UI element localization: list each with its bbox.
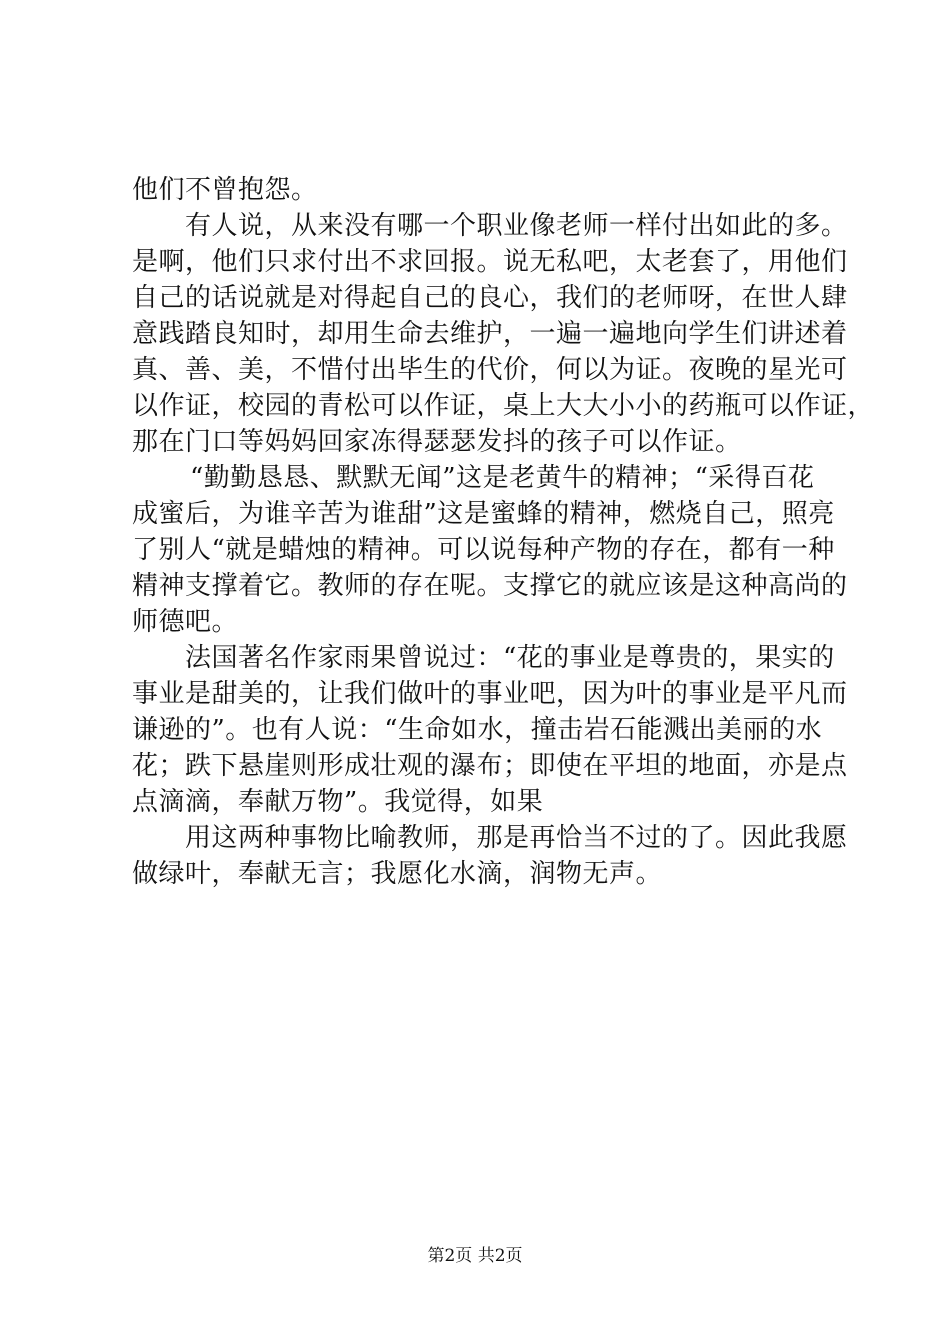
paragraph-3	[132, 460, 848, 640]
text-line: 成蜜后，为谁辛苦为谁甜”这是蜜蜂的精神，燃烧自己，照亮	[132, 499, 835, 529]
text-line: 精神支撑着它。教师的存在呢。支撑它的就应该是这种高尚的	[132, 571, 848, 601]
text-line: 师德吧。	[132, 607, 239, 637]
text-line: 自己的话说就是对得起自己的良心，我们的老师呀，在世人肆	[132, 283, 848, 313]
text-line: 了别人“就是蜡烛的精神。可以说每种产物的存在，都有一种	[132, 535, 835, 565]
text-line: “勤勤恳恳、默默无闻”这是老黄牛的精神；“采得百花	[190, 463, 815, 493]
text-line: 意践踏良知时，却用生命去维护，一遍一遍地向学生们讲述着	[132, 319, 848, 349]
text-line: 花；跌下悬崖则形成壮观的瀑布；即使在平坦的地面，亦是点	[132, 751, 848, 781]
paragraph-2	[132, 208, 875, 460]
text-line: 做绿叶，奉献无言；我愿化水滴，润物无声。	[132, 859, 663, 889]
text-line: 事业是甜美的，让我们做叶的事业吧，因为叶的事业是平凡而	[132, 679, 848, 709]
paragraph-4	[132, 640, 848, 820]
text-line: 有人说，从来没有哪一个职业像老师一样付出如此的多。	[185, 211, 848, 241]
paragraph-1	[132, 172, 832, 208]
text-line: 是啊，他们只求付出不求回报。说无私吧，太老套了，用他们	[132, 247, 848, 277]
text-line: 法国著名作家雨果曾说过：“花的事业是尊贵的，果实的	[185, 643, 835, 673]
paragraph-5	[132, 820, 848, 892]
text-line: 用这两种事物比喻教师，那是再恰当不过的了。因此我愿	[185, 823, 848, 853]
document-body	[132, 172, 875, 892]
text-line: 以作证，校园的青松可以作证，桌上大大小小的药瓶可以作证，	[132, 391, 875, 421]
text-line: 点滴滴，奉献万物”。我觉得，如果	[132, 787, 544, 817]
text-line: 那在门口等妈妈回家冻得瑟瑟发抖的孩子可以作证。	[132, 427, 742, 457]
text-line: 他们不曾抱怨。	[132, 175, 318, 205]
text-line: 真、善、美，不惜付出毕生的代价，何以为证。夜晚的星光可	[132, 355, 848, 385]
page-number-label: 第2页 共2页	[427, 1246, 523, 1266]
page-footer	[0, 1244, 950, 1268]
text-line: 谦逊的”。也有人说：“生命如水，撞击岩石能溅出美丽的水	[132, 715, 823, 745]
